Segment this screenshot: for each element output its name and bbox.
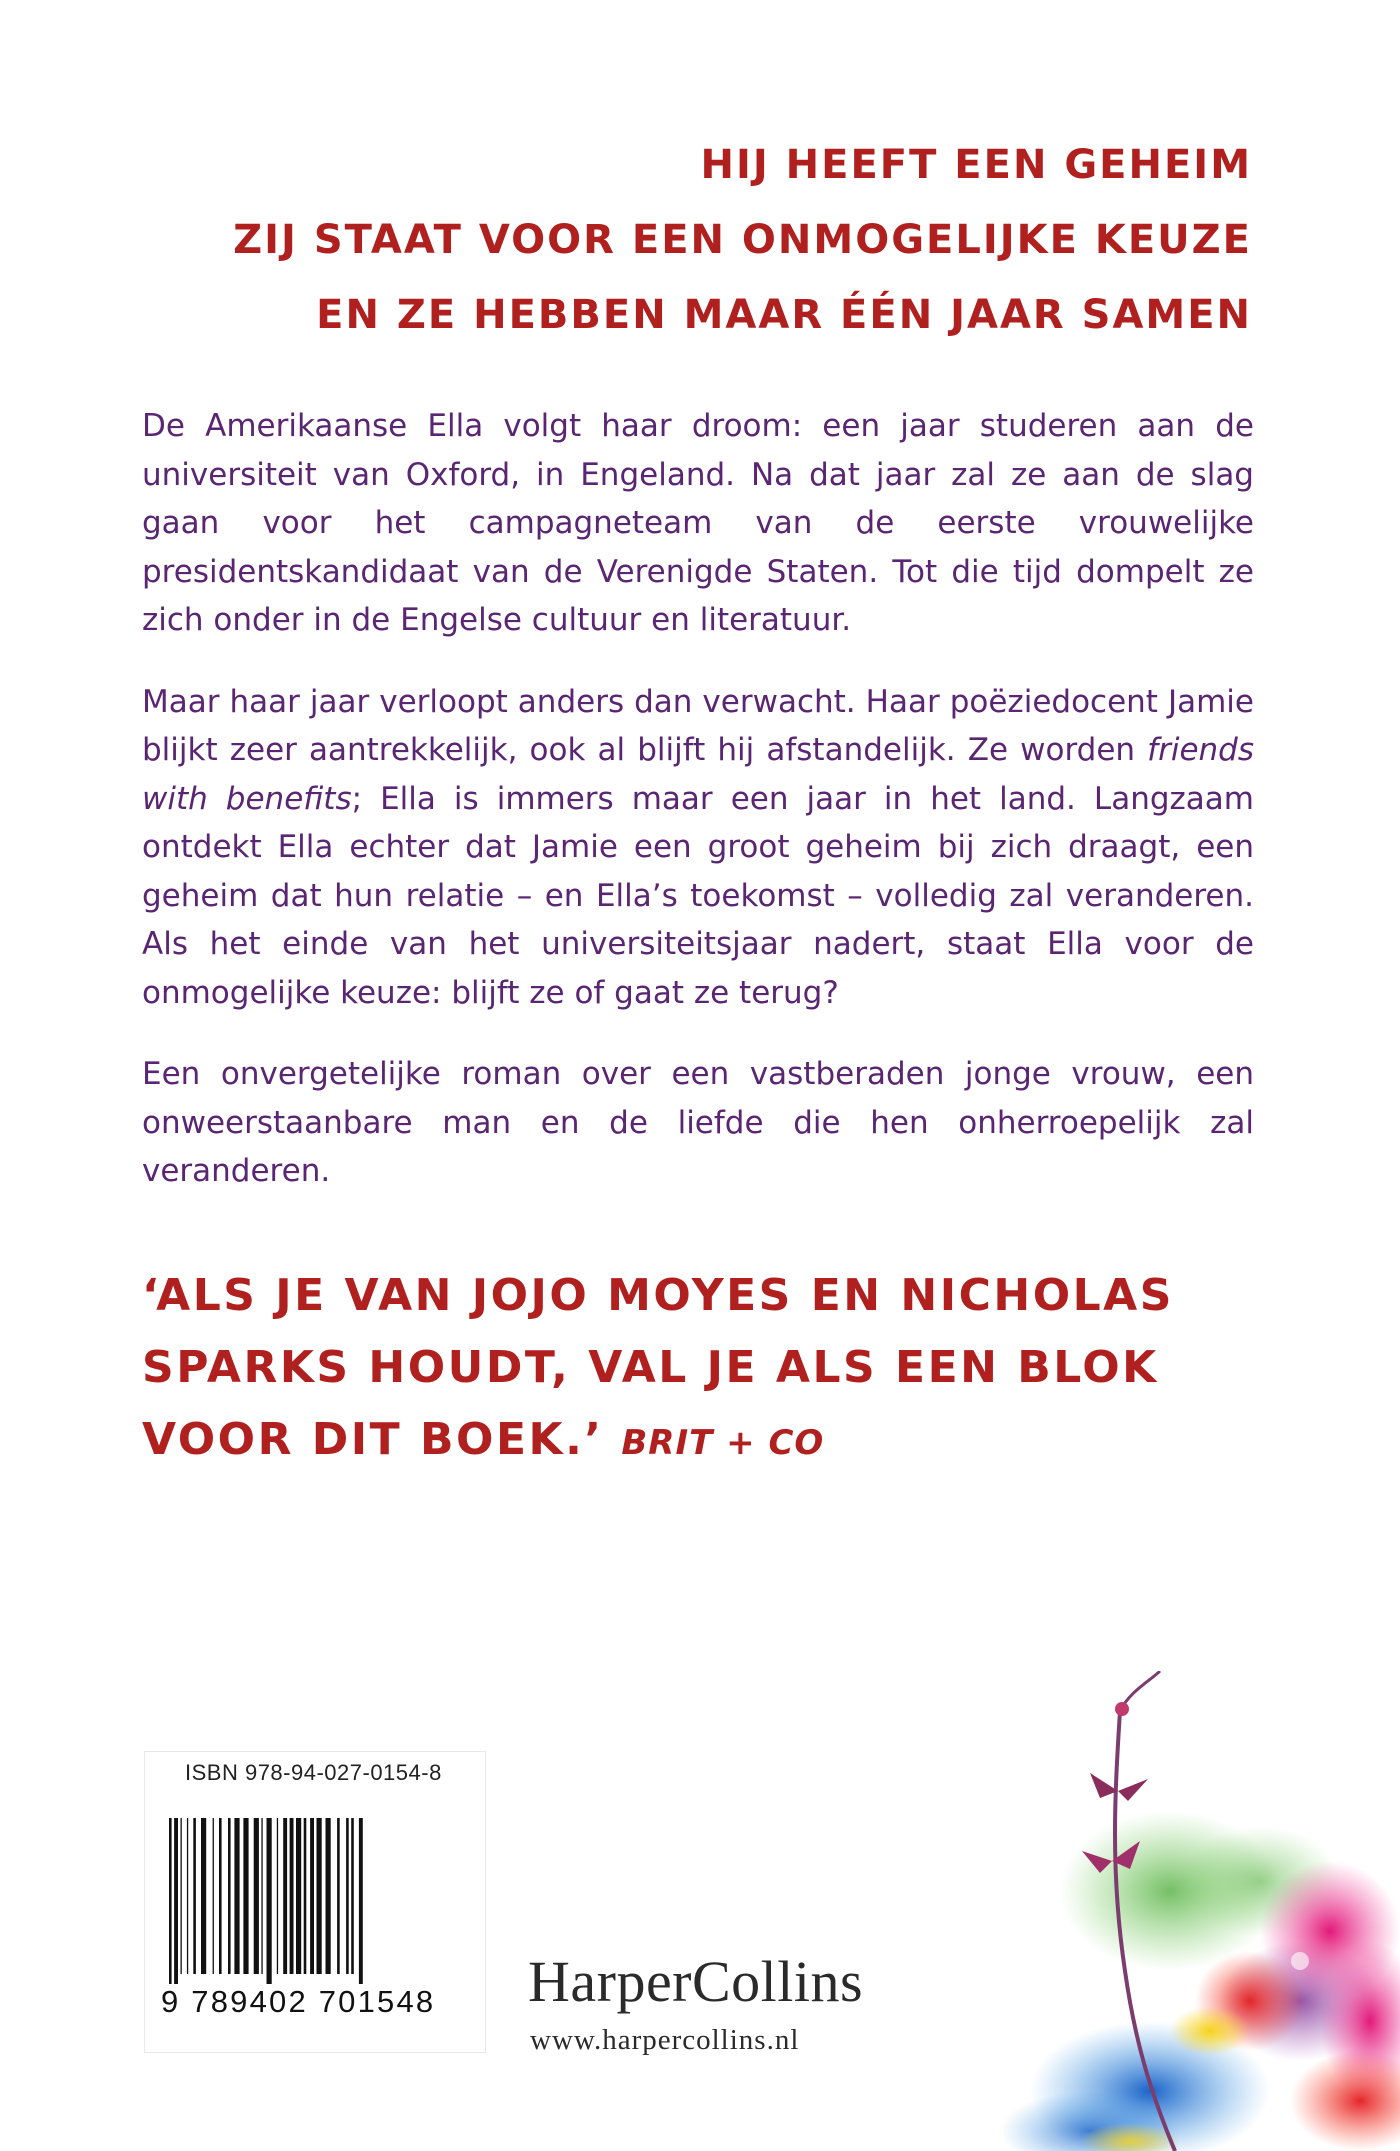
barcode-bar [243, 1818, 248, 1974]
barcode [165, 1818, 465, 1984]
barcode-bar [337, 1818, 340, 1974]
publisher-url: www.harpercollins.nl [530, 2024, 800, 2056]
barcode-bar [254, 1818, 259, 1974]
barcode-bar [296, 1818, 301, 1974]
barcode-bar [310, 1818, 314, 1974]
barcode-bar [359, 1818, 363, 1984]
quote-line-1: ‘ALS JE VAN JOJO MOYES EN NICHOLAS [142, 1270, 1174, 1321]
isbn-barcode-box [145, 1752, 485, 2052]
quote-line-3-text: VOOR DIT BOEK.’ [142, 1414, 604, 1465]
barcode-bar [201, 1818, 206, 1974]
tagline [152, 128, 1252, 353]
barcode-bar [219, 1818, 222, 1974]
barcode-bar [317, 1818, 322, 1974]
barcode-bar [187, 1818, 188, 1974]
floral-paint-illustration [1000, 1671, 1400, 2151]
barcode-bar [351, 1818, 354, 1974]
barcode-bar [193, 1818, 196, 1974]
blurb-paragraph-1: De Amerikaanse Ella volgt haar droom: een jaar studeren aan de universiteit van Oxford, in Engeland. Na dat jaar zal ze aan de slag gaan voor het campagneteam van de eerste vrouwelijke presidentskandidaat van de Verenigde Staten. Tot die tijd dompelt ze zich onder in de Engelse cultuur en literatuur. [142, 408, 1254, 638]
barcode-bar [277, 1818, 278, 1974]
blurb-p2-start: Maar haar jaar verloopt anders dan verwacht. Haar poëziedocent Jamie blijkt zeer aantrekkelijk, ook al blijft hij afstandelijk. Ze worden [142, 683, 1254, 768]
barcode-bar [228, 1818, 231, 1974]
blurb-p2-end: ; Ella is immers maar een jaar in het land. Langzaam ontdekt Ella echter dat Jamie een groot geheim bij zich draagt, een geheim dat hun relatie – en Ella’s toekomst – volledig zal veranderen. Als het einde van het universiteitsjaar nadert, staat Ella voor de onmogelijke keuze: blijft ze of gaat ze terug? [142, 780, 1254, 1011]
barcode-bar [304, 1818, 307, 1974]
blurb-p2-emphasis: friends with benefits [142, 732, 1254, 817]
barcode-bar [213, 1818, 214, 1974]
barcode-bar [283, 1818, 287, 1974]
blurb [142, 402, 1254, 1229]
blurb-paragraph-3: Een onvergetelijke roman over een vastberaden jonge vrouw, een onweerstaanbare man en de liefde die hen onherroepelijk zal veranderen. [142, 1056, 1254, 1189]
barcode-bar [290, 1818, 294, 1974]
review-quote [142, 1260, 1292, 1479]
quote-line-2: SPARKS HOUDT, VAL JE ALS EEN BLOK [142, 1342, 1159, 1393]
blurb-paragraph-2 [142, 678, 1254, 1018]
tagline-line-3: EN ZE HEBBEN MAAR ÉÉN JAAR SAMEN [316, 292, 1252, 338]
quote-source: BRIT + CO [621, 1423, 825, 1463]
barcode-bar [267, 1818, 272, 1984]
publisher-logo: HarperCollins [528, 1949, 864, 2014]
tagline-line-1: HIJ HEEFT EEN GEHEIM [700, 142, 1252, 188]
barcode-bar [169, 1818, 172, 1984]
isbn-label: ISBN 978-94-027-0154-8 [185, 1760, 442, 1785]
quote-line-3 [142, 1404, 1292, 1479]
tagline-line-2: ZIJ STAAT VOOR EEN ONMOGELIJKE KEUZE [233, 217, 1252, 263]
barcode-bar [346, 1818, 349, 1974]
barcode-bar [181, 1818, 182, 1974]
ean-digits: 9 789402 701548 [161, 1984, 436, 2019]
barcode-bar [326, 1818, 331, 1974]
barcode-bar [234, 1818, 239, 1974]
barcode-bar [174, 1818, 178, 1984]
barcode-bar [261, 1818, 262, 1974]
